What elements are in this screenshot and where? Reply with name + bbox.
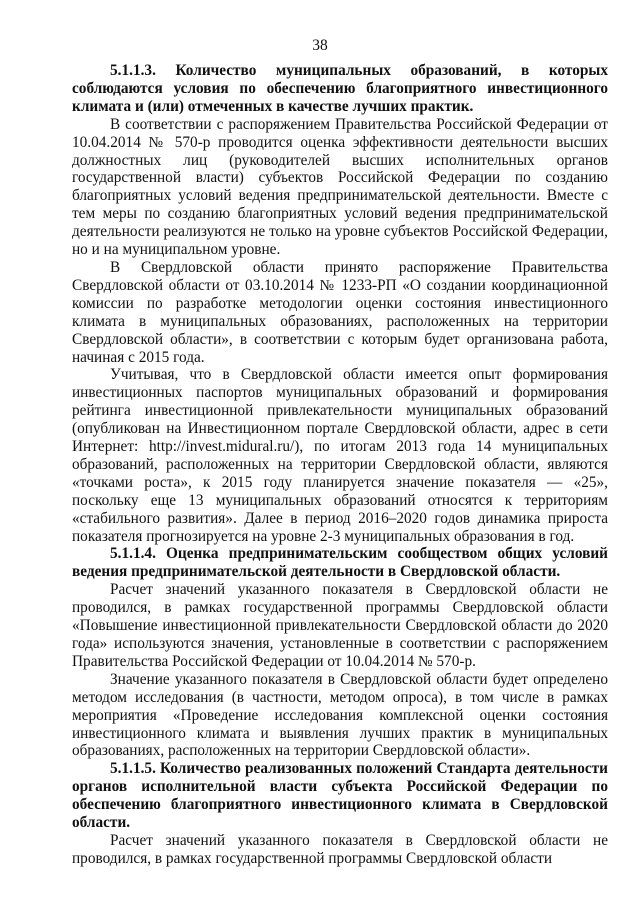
section-heading-5-1-1-4: 5.1.1.4. Оценка предпринимательским сообществом общих условий ведения предпринимательской деятельности в Свердловской области. bbox=[72, 545, 608, 581]
paragraph: Расчет значений указанного показателя в Свердловской области не проводился, в рамках государственной программы Свердловской области «Повышение инвестиционной привлекательности Свердловской области до 2020 года» используются значения, установленные в соответствии с распоряжением Правительства Российской Федерации от 10.04.2014 № 570-р. bbox=[72, 581, 608, 670]
paragraph: Расчет значений указанного показателя в Свердловской области не проводился, в рамках государственной программы Свердловской области bbox=[72, 831, 608, 867]
document-body bbox=[72, 62, 608, 868]
section-heading-5-1-1-5: 5.1.1.5. Количество реализованных положений Стандарта деятельности органов исполнительной власти субъекта Российской Федерации по обеспечению благоприятного инвестиционного климата в Свердловской области. bbox=[72, 760, 608, 832]
paragraph: В соответствии с распоряжением Правительства Российской Федерации от 10.04.2014 № 570-р проводится оценка эффективности деятельности высших должностных лиц (руководителей высших исполнительных органов государственной власти) субъектов Российской Федерации по созданию благоприятных условий ведения предпринимательской деятельности. Вместе с тем меры по созданию благоприятных условий ведения предпринимательской деятельности реализуются не только на уровне субъектов Российской Федерации, но и на муниципальном уровне. bbox=[72, 115, 608, 259]
section-heading-5-1-1-3: 5.1.1.3. Количество муниципальных образований, в которых соблюдаются условия по обеспечению благоприятного инвестиционного климата и (или) отмеченных в качестве лучших практик. bbox=[72, 62, 608, 115]
page-number: 38 bbox=[312, 37, 328, 54]
paragraph: В Свердловской области принято распоряжение Правительства Свердловской области от 03.10.2014 № 1233-РП «О создании координационной комиссии по разработке методологии оценки состояния инвестиционного климата в муниципальных образованиях, расположенных на территории Свердловской области», в соответствии с которым будет организована работа, начиная с 2015 года. bbox=[72, 258, 608, 366]
paragraph: Значение указанного показателя в Свердловской области будет определено методом исследования (в частности, методом опроса), в том числе в рамках мероприятия «Проведение исследования комплексной оценки состояния инвестиционного климата и выявления лучших практик в муниципальных образованиях, расположенных на территории Свердловской области». bbox=[72, 670, 608, 760]
paragraph: Учитывая, что в Свердловской области имеется опыт формирования инвестиционных паспортов муниципальных образований и формирования рейтинга инвестиционной привлекательности муниципальных образований (опубликован на Инвестиционном портале Свердловской области, адрес в сети Интернет: http://invest.midural.ru/), по итогам 2013 года 14 муниципальных образований, расположенных на территории Свердловской области, являются «точками роста», к 2015 году планируется значение показателя — «25», поскольку еще 13 муниципальных образований относятся к территориям «стабильного развития». Далее в период 2016–2020 годов динамика прироста показателя прогнозируется на уровне 2-3 муниципальных образования в год. bbox=[72, 366, 608, 545]
